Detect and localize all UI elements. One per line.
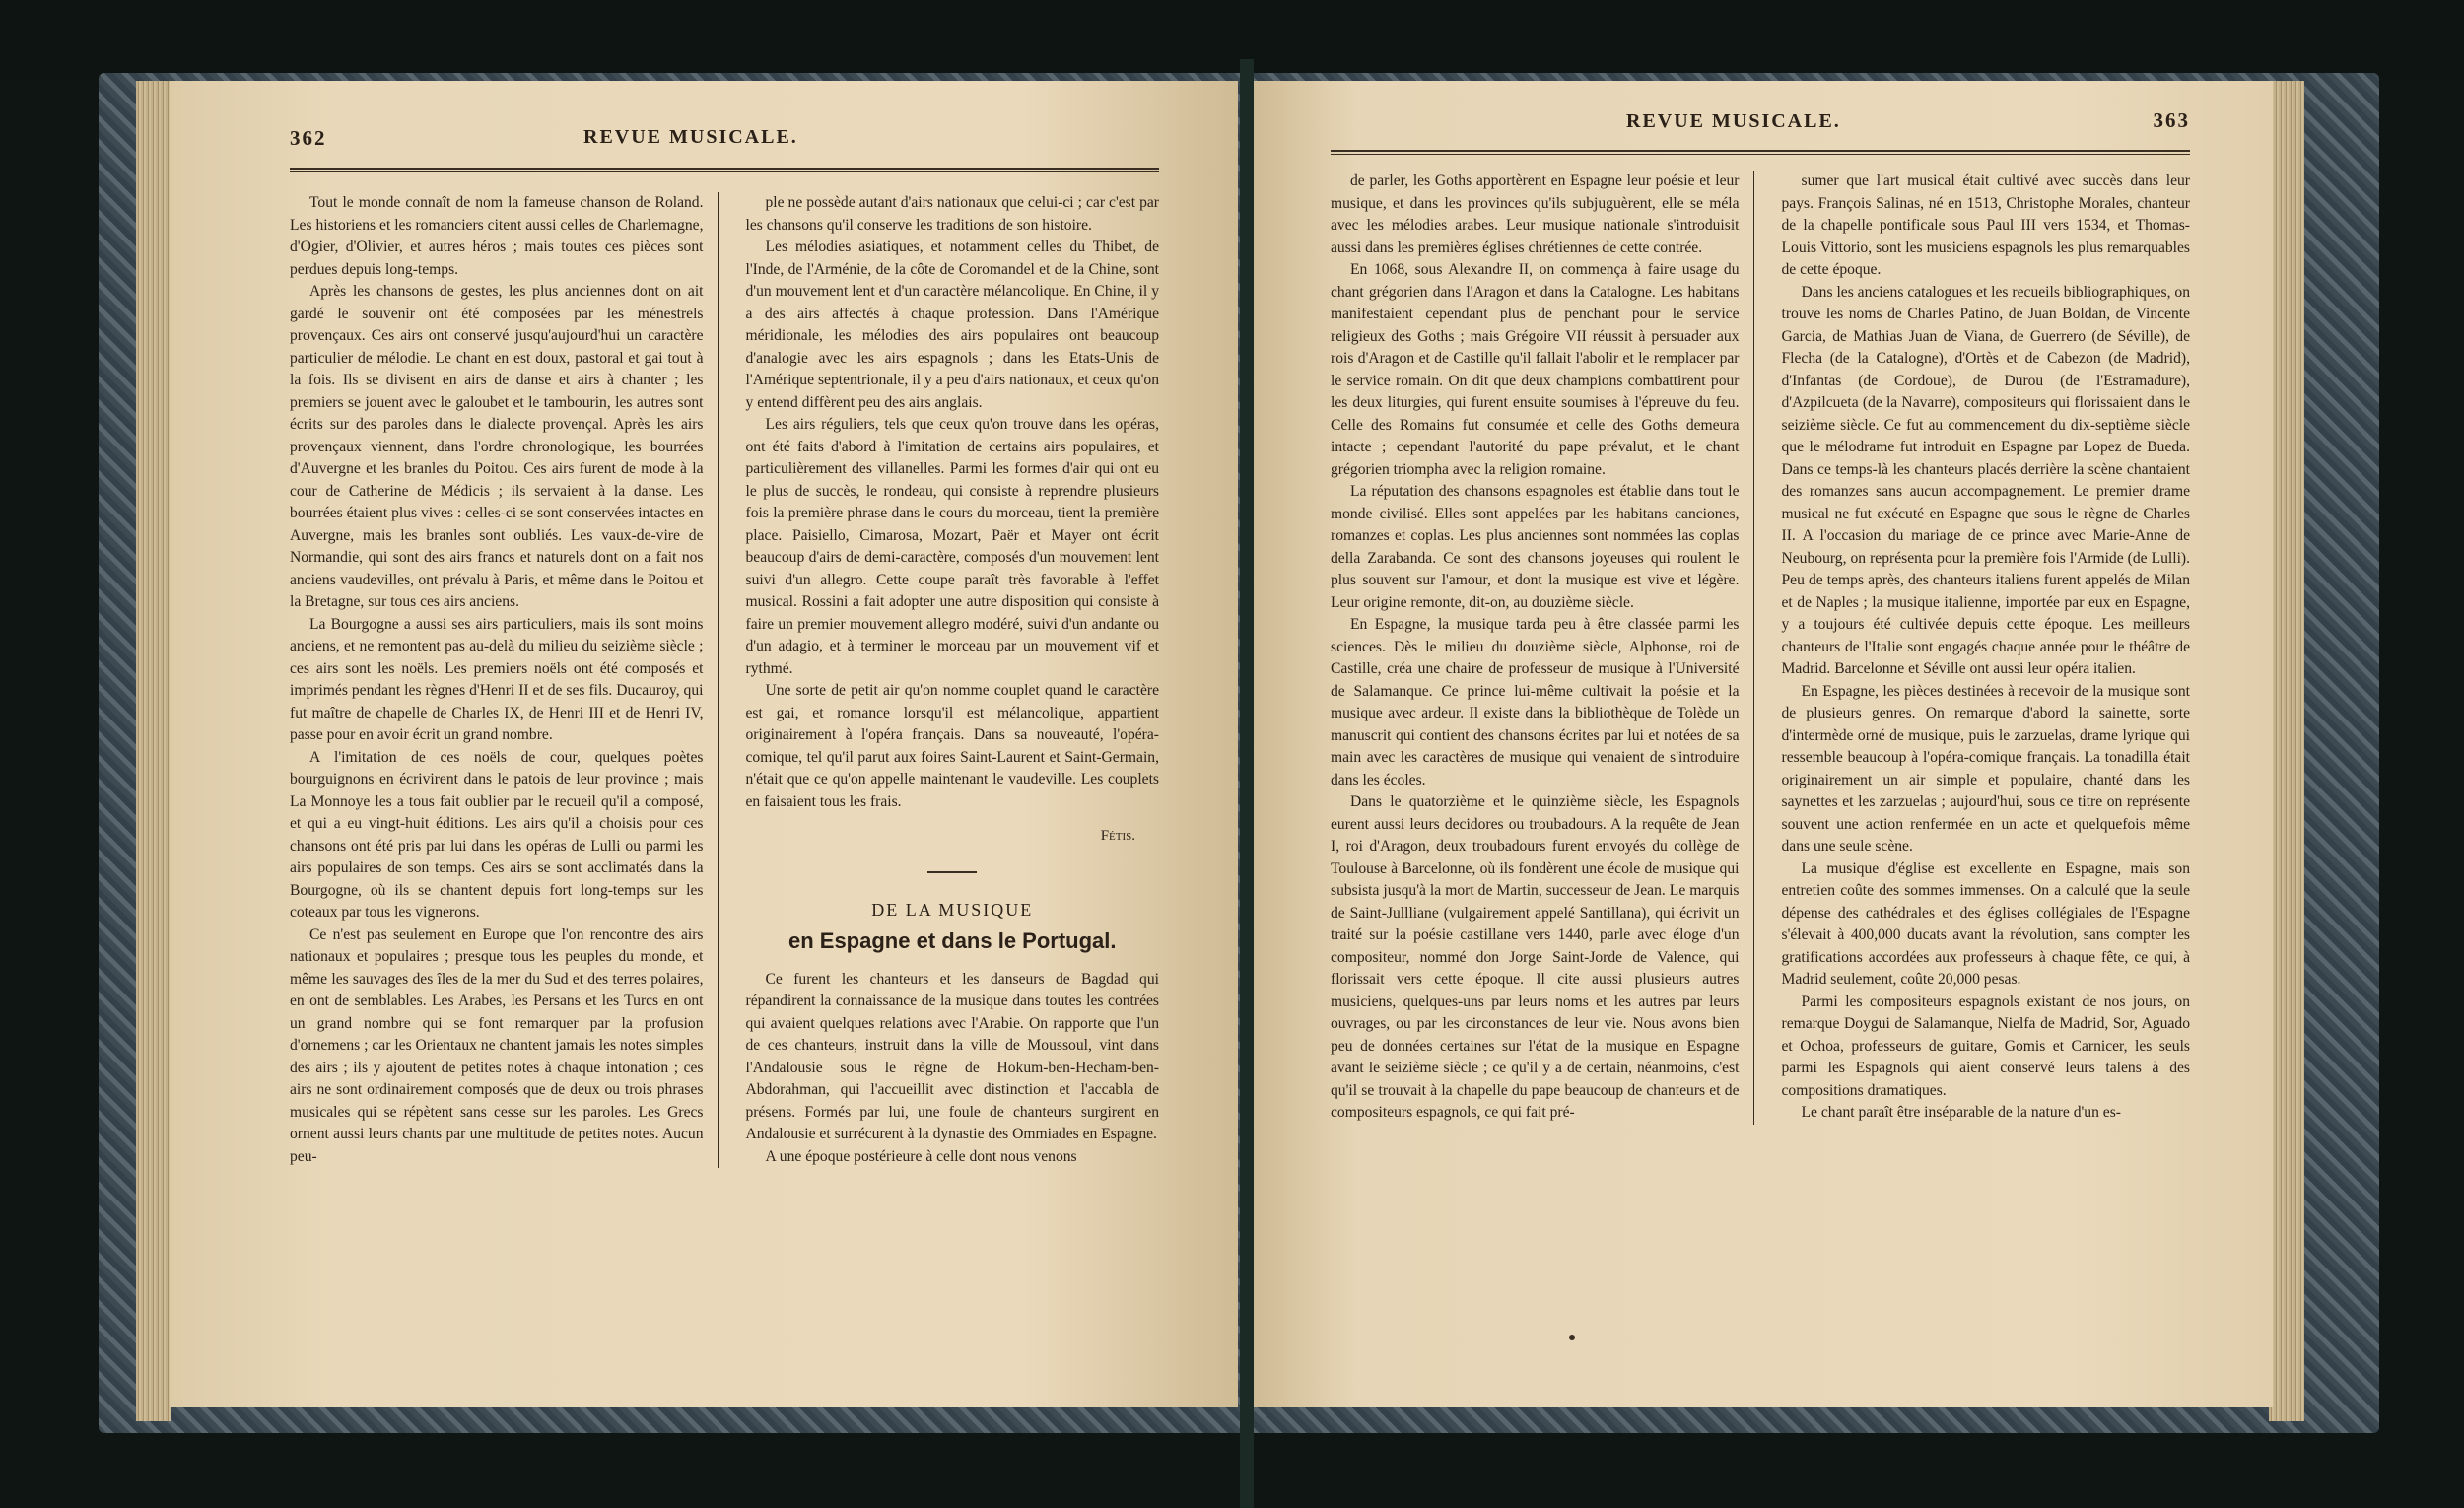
column-separator [1753,171,1768,1125]
paragraph: A l'imitation de ces noëls de cour, quelques poètes bourguignons en écrivirent dans le patois de leur province ; mais La Monnoye les a tous fait oublier par le recueil qu'il a composé, et qui a eu vingt-huit éditions. Les airs qu'il a choisis pour ces chansons ont été pris par lui dans les opéras de Lulli ou parmi les airs populaires de son temps. Ces airs se sont acclimatés dans la Bourgogne, où ils se chantent depuis fort long-temps sur les coteaux par tous les vignerons. [290,748,704,921]
paragraph: Parmi les compositeurs espagnols existant de nos jours, on remarque Doygui de Salamanque, Nielfa de Madrid, Sor, Aguado et Ochoa, professeurs de guitare, Gomis et Carnicer, les seuls parmi les Espagnols qui aient conservé leurs talens à des compositions dramatiques. [1781,993,2190,1099]
right-column-1 [1331,171,1740,1125]
left-column-1 [290,192,704,1168]
left-header-rule [290,168,1159,172]
right-page-number: 363 [2153,108,2190,132]
left-column-2 [746,192,1160,1168]
paragraph: En Espagne, les pièces destinées à recevoir de la musique sont de plusieurs genres. On remarque d'abord la sainette, sorte d'intermède orné de musique, puis le zarzuelas, drame lyrique qui ressemble beaucoup à l'opéra-comique français. La tonadilla était originairement un air simple et populaire, chanté dans les saynettes et les zarzuelas ; aujourd'hui, sous ce titre on représente souvent une action renfermée en un acte et quelquefois même dans une seule scène. [1781,682,2190,855]
book-gutter [1240,59,1254,1508]
paragraph: Dans les anciens catalogues et les recueils bibliographiques, on trouve les noms de Charles Patino, de Juan Boldan, de Vincente Garcia, de Mathias Juan de Viana, de Guerrero (de Séville), de Flecha (de la Catalogne), d'Ortès et de Cabezon (de Madrid), d'Infantas (de Cordoue), de Durou (de l'Estramadure), d'Azpilcueta (de la Navarre), compositeurs qui florissaient dans le seizième siècle. Ce fut au commencement du dix-septième siècle que le mélodrame fut introduit en Espagne par Lopez de Bueda. Dans ce temps-là les chanteurs placés derrière la scène chantaient des romanzes sans aucun accompagnement. Le premier drame musical ne fut exécuté en Espagne que sous le règne de Charles II. A l'occasion du mariage de ce prince avec Marie-Anne de Neubourg, on représenta pour la première fois l'Armide (de Lulli). Peu de temps après, des chanteurs italiens furent appelés de Milan et de Naples ; la musique italienne, importée par eux en Espagne, y a toujours été cultivée depuis cette époque. Les meilleurs chanteurs de l'Italie sont engagés chaque année pour le théâtre de Madrid. Barcelonne et Séville ont aussi leur opéra italien. [1781,283,2190,677]
left-running-title: REVUE MUSICALE. [583,126,798,148]
author-signature: Fétis. [1100,828,1135,844]
right-running-title: REVUE MUSICALE. [1626,110,1841,132]
paragraph: La Bourgogne a aussi ses airs particuliers, mais ils sont moins anciens, et ne remontent pas au-delà du milieu du seizième siècle ; ces airs sont les noëls. Les premiers noëls ont été composés et imprimés pendant les règnes d'Henri II et de ses fils. Ducauroy, qui fut maître de chapelle de Charles IX, de Henri III et de Henri IV, passe pour en avoir écrit un grand nombre. [290,615,704,743]
right-header-rule [1331,150,2190,155]
paragraph: Les airs réguliers, tels que ceux qu'on trouve dans les opéras, ont été faits d'abord à l'imitation de certains airs populaires, et particulièrement des villanelles. Parmi les formes d'air qui ont eu le plus de succès, le rondeau, qui consiste à reprendre plusieurs fois la première phrase dans le cours du morceau, tient la première place. Paisiello, Cimarosa, Mozart, Paër et Mayer ont écrit beaucoup d'airs de demi-caractère, composés d'un mouvement lent suivi d'un allegro. Cette coupe paraît très favorable à l'effet musical. Rossini a fait adopter une autre disposition qui consiste à faire un premier mouvement allegro modéré, suivi d'un andante ou d'un adagio, et à terminer le morceau par un mouvement vif et rythmé. [745,416,1159,677]
right-running-head [1331,108,2190,148]
paragraph: sumer que l'art musical était cultivé avec succès dans leur pays. François Salinas, né en 1513, Christophe Morales, chanteur de la chapelle pontificale sous Paul III vers 1534, et Thomas-Louis Vittorio, sont les musiciens espagnols les plus remarquables de cette époque. [1781,172,2190,278]
paragraph: ple ne possède autant d'airs nationaux que celui-ci ; car c'est par les chansons qu'il conserve les traditions de son histoire. [745,194,1159,234]
background-top [0,0,2464,79]
section-subtitle: en Espagne et dans le Portugal. [787,928,1117,953]
paragraph: La musique d'église est excellente en Espagne, mais son entretien coûte des sommes immenses. On a calculé que la seule dépense des cathédrales et des églises collégiales de l'Espagne s'élevait à 400,000 ducats avant la révolution, sans compter les gratifications accordées aux professeurs à chaque fête, ce qui, à Madrid seulement, coûte 20,000 pesas. [1781,859,2190,988]
paragraph: Après les chansons de gestes, les plus anciennes dont on ait gardé le souvenir ont été composées par les ménestrels provençaux. Ces airs ont conservé jusqu'aujourd'hui un caractère particulier de mélodie. Le chant en est doux, pastoral et gai tout à la fois. Ils se divisent en airs de danse et airs à chanter ; les premiers se jouent avec le galoubet et le tambourin, les autres sont écrits sur des paroles dans le dialecte provençal. Après les airs provençaux viennent, dans l'ordre chronologique, les bourrées d'Auvergne et les branles du Poitou. Ces airs furent de mode à la cour de Catherine de Médicis ; ils servaient à la danse. Les bourrées étaient plus vives : celles-ci se sont conservées intactes en Auvergne, mais les branles sont oubliés. Les vaux-de-vire de Normandie, qui sont des airs francs et naturels dont on a fait nos anciens vaudevilles, ont prévalu à Paris, et même dans le Poitou et la Bretagne, sur tous ces airs anciens. [290,283,704,610]
column-separator [718,192,732,1168]
paragraph: En 1068, sous Alexandre II, on commença à faire usage du chant grégorien dans l'Aragon et dans la Catalogne. Les habitans manifestaient cependant plus de penchant pour le service religieux des Goths ; mais Grégoire VII réussit à persuader aux rois d'Aragon et de Castille qu'il fallait l'abolir et le remplacer par le service romain. On dit que deux champions combattirent pour les deux liturgies, qui furent ensuite soumises à l'épreuve du feu. Celle des Romains fut consumée et celle des Goths demeura intacte ; cependant l'autorité du pape prévalut, et le chant grégorien triompha avec la religion romaine. [1331,261,1740,478]
paragraph: Tout le monde connaît de nom la fameuse chanson de Roland. Les historiens et les romanciers citent aussi celles de Charlemagne, d'Ogier, d'Olivier, et autres héros ; mais toutes ces pièces sont perdues depuis long-temps. [290,194,704,278]
left-page-number: 362 [290,126,327,150]
paragraph: Ce furent les chanteurs et les danseurs de Bagdad qui répandirent la connaissance de la musique dans toutes les contrées qui avaient quelques relations avec l'Arabie. On rapporte que l'un de ces chanteurs, instruit dans la ville de Moussoul, vint dans l'Andalousie sous le règne de Hokum-ben-Hecham-ben-Abdorahman, qui l'accueillit avec distinction et l'accabla de présens. Formés par lui, une foule de chanteurs surgirent en Andalousie et surrécurent à la dynastie des Ommiades en Espagne. [745,970,1159,1142]
section-title: DE LA MUSIQUE [871,899,1034,920]
right-column-2 [1782,171,2191,1125]
left-running-head [290,126,1159,166]
page-edges-left [136,81,171,1421]
left-columns [290,192,1159,1168]
section-divider [927,871,977,873]
paragraph: La réputation des chansons espagnoles est établie dans tout le monde civilisé. Elles sont appelées par les habitans canciones, romanzes et coplas. Les plus anciennes sont nommées las coplas della Zarabanda. Ce sont des chansons joyeuses qui roulent le plus souvent sur l'amour, et dont la musique est vive et légère. Leur origine remonte, dit-on, au douzième siècle. [1331,483,1740,611]
page-edges-right [2269,81,2304,1421]
paragraph: Les mélodies asiatiques, et notamment celles du Thibet, de l'Inde, de l'Arménie, de la côte de Coromandel et de la Chine, sont d'un mouvement lent et d'un caractère mélancolique. En Chine, il y a des airs affectés à chaque profession. Dans l'Amérique méridionale, les mélodies des airs populaires ont beaucoup d'analogie avec les airs espagnols ; dans les Etats-Unis de l'Amérique septentrionale, il y a peu d'airs nationaux, et ceux qu'on y entend diffèrent peu des airs anglais. [745,239,1159,411]
left-page [170,81,1238,1407]
paragraph: Une sorte de petit air qu'on nomme couplet quand le caractère est gai, et romance lorsqu'il est mélancolique, appartient originairement à l'opéra français. Dans sa nouveauté, l'opéra-comique, tel qu'il parut aux foires Saint-Laurent et Saint-Germain, n'était que ce qu'on appelle maintenant le vaudeville. Les couplets en faisaient tous les frais. [745,682,1159,810]
paragraph: Le chant paraît être inséparable de la nature d'un es- [1801,1104,2121,1121]
paragraph: Ce n'est pas seulement en Europe que l'on rencontre des airs nationaux et populaires ; presque tous les peuples du monde, et même les sauvages des îles de la mer du Sud et des terres polaires, en ont de semblables. Les Arabes, les Persans et les Turcs en ont un grand nombre qui se font remarquer par la profusion d'ornemens ; car les Orientaux ne chantent jamais les notes simples des airs ; ils y ajoutent de petites notes à chaque intonation ; ces airs ne sont ordinairement composés que de deux ou trois phrases musicales qui se répètent sans cesse sur les paroles. Les Grecs ornent aussi leurs chants par une multitude de petites notes. Aucun peu- [290,925,704,1165]
paragraph: A une époque postérieure à celle dont nous venons [765,1147,1077,1165]
paragraph: En Espagne, la musique tarda peu à être classée parmi les sciences. Dès le milieu du douzième siècle, Alphonse, roi de Castille, créa une chaire de professeur de musique à l'Université de Salamanque. Ce prince lui-même cultivait la poésie et la musique avec ardeur. Il existe dans la bibliothèque de Tolède un manuscrit qui contient des chansons écrites par lui et notées de sa main avec les caractères de musique qui venaient de s'introduire dans les écoles. [1331,616,1740,788]
right-columns [1331,171,2190,1125]
paragraph: de parler, les Goths apportèrent en Espagne leur poésie et leur musique, et dans les provinces qu'ils subjuguèrent, elle se méla avec les mélodies arabes. Leur musique nationale s'introduisit aussi dans les premières églises chrétiennes de cette contrée. [1331,172,1740,256]
right-page [1254,81,2273,1407]
ink-dot [1569,1335,1575,1340]
paragraph: Dans le quatorzième et le quinzième siècle, les Espagnols eurent aussi leurs decidores ou troubadours. A la requête de Jean I, roi d'Aragon, deux troubadours furent envoyés du collège de Toulouse à Barcelonne, où ils fondèrent une école de musique qui subsista jusqu'à la mort de Martin, successeur de Jean. Le marquis de Saint-Jullliane (vulgairement appelé Santillana), qui écrivit un traité sur la poésie castillane vers 1440, parle avec éloge d'un compositeur, nommé don Jorge Saint-Jorde de Valence, qui florissait vers cette époque. Il cite aussi plusieurs autres musiciens, quelques-uns par leurs noms et les autres par leurs ouvrages, ou par les circonstances de leur vie. Nous avons bien peu de données certaines sur l'état de la musique en Espagne avant le seizième siècle ; ce qu'il y a de certain, néanmoins, c'est qu'il se trouvait à la chapelle du pape beaucoup de chanteurs et de compositeurs espagnols, ce qui fait pré- [1331,793,1740,1121]
